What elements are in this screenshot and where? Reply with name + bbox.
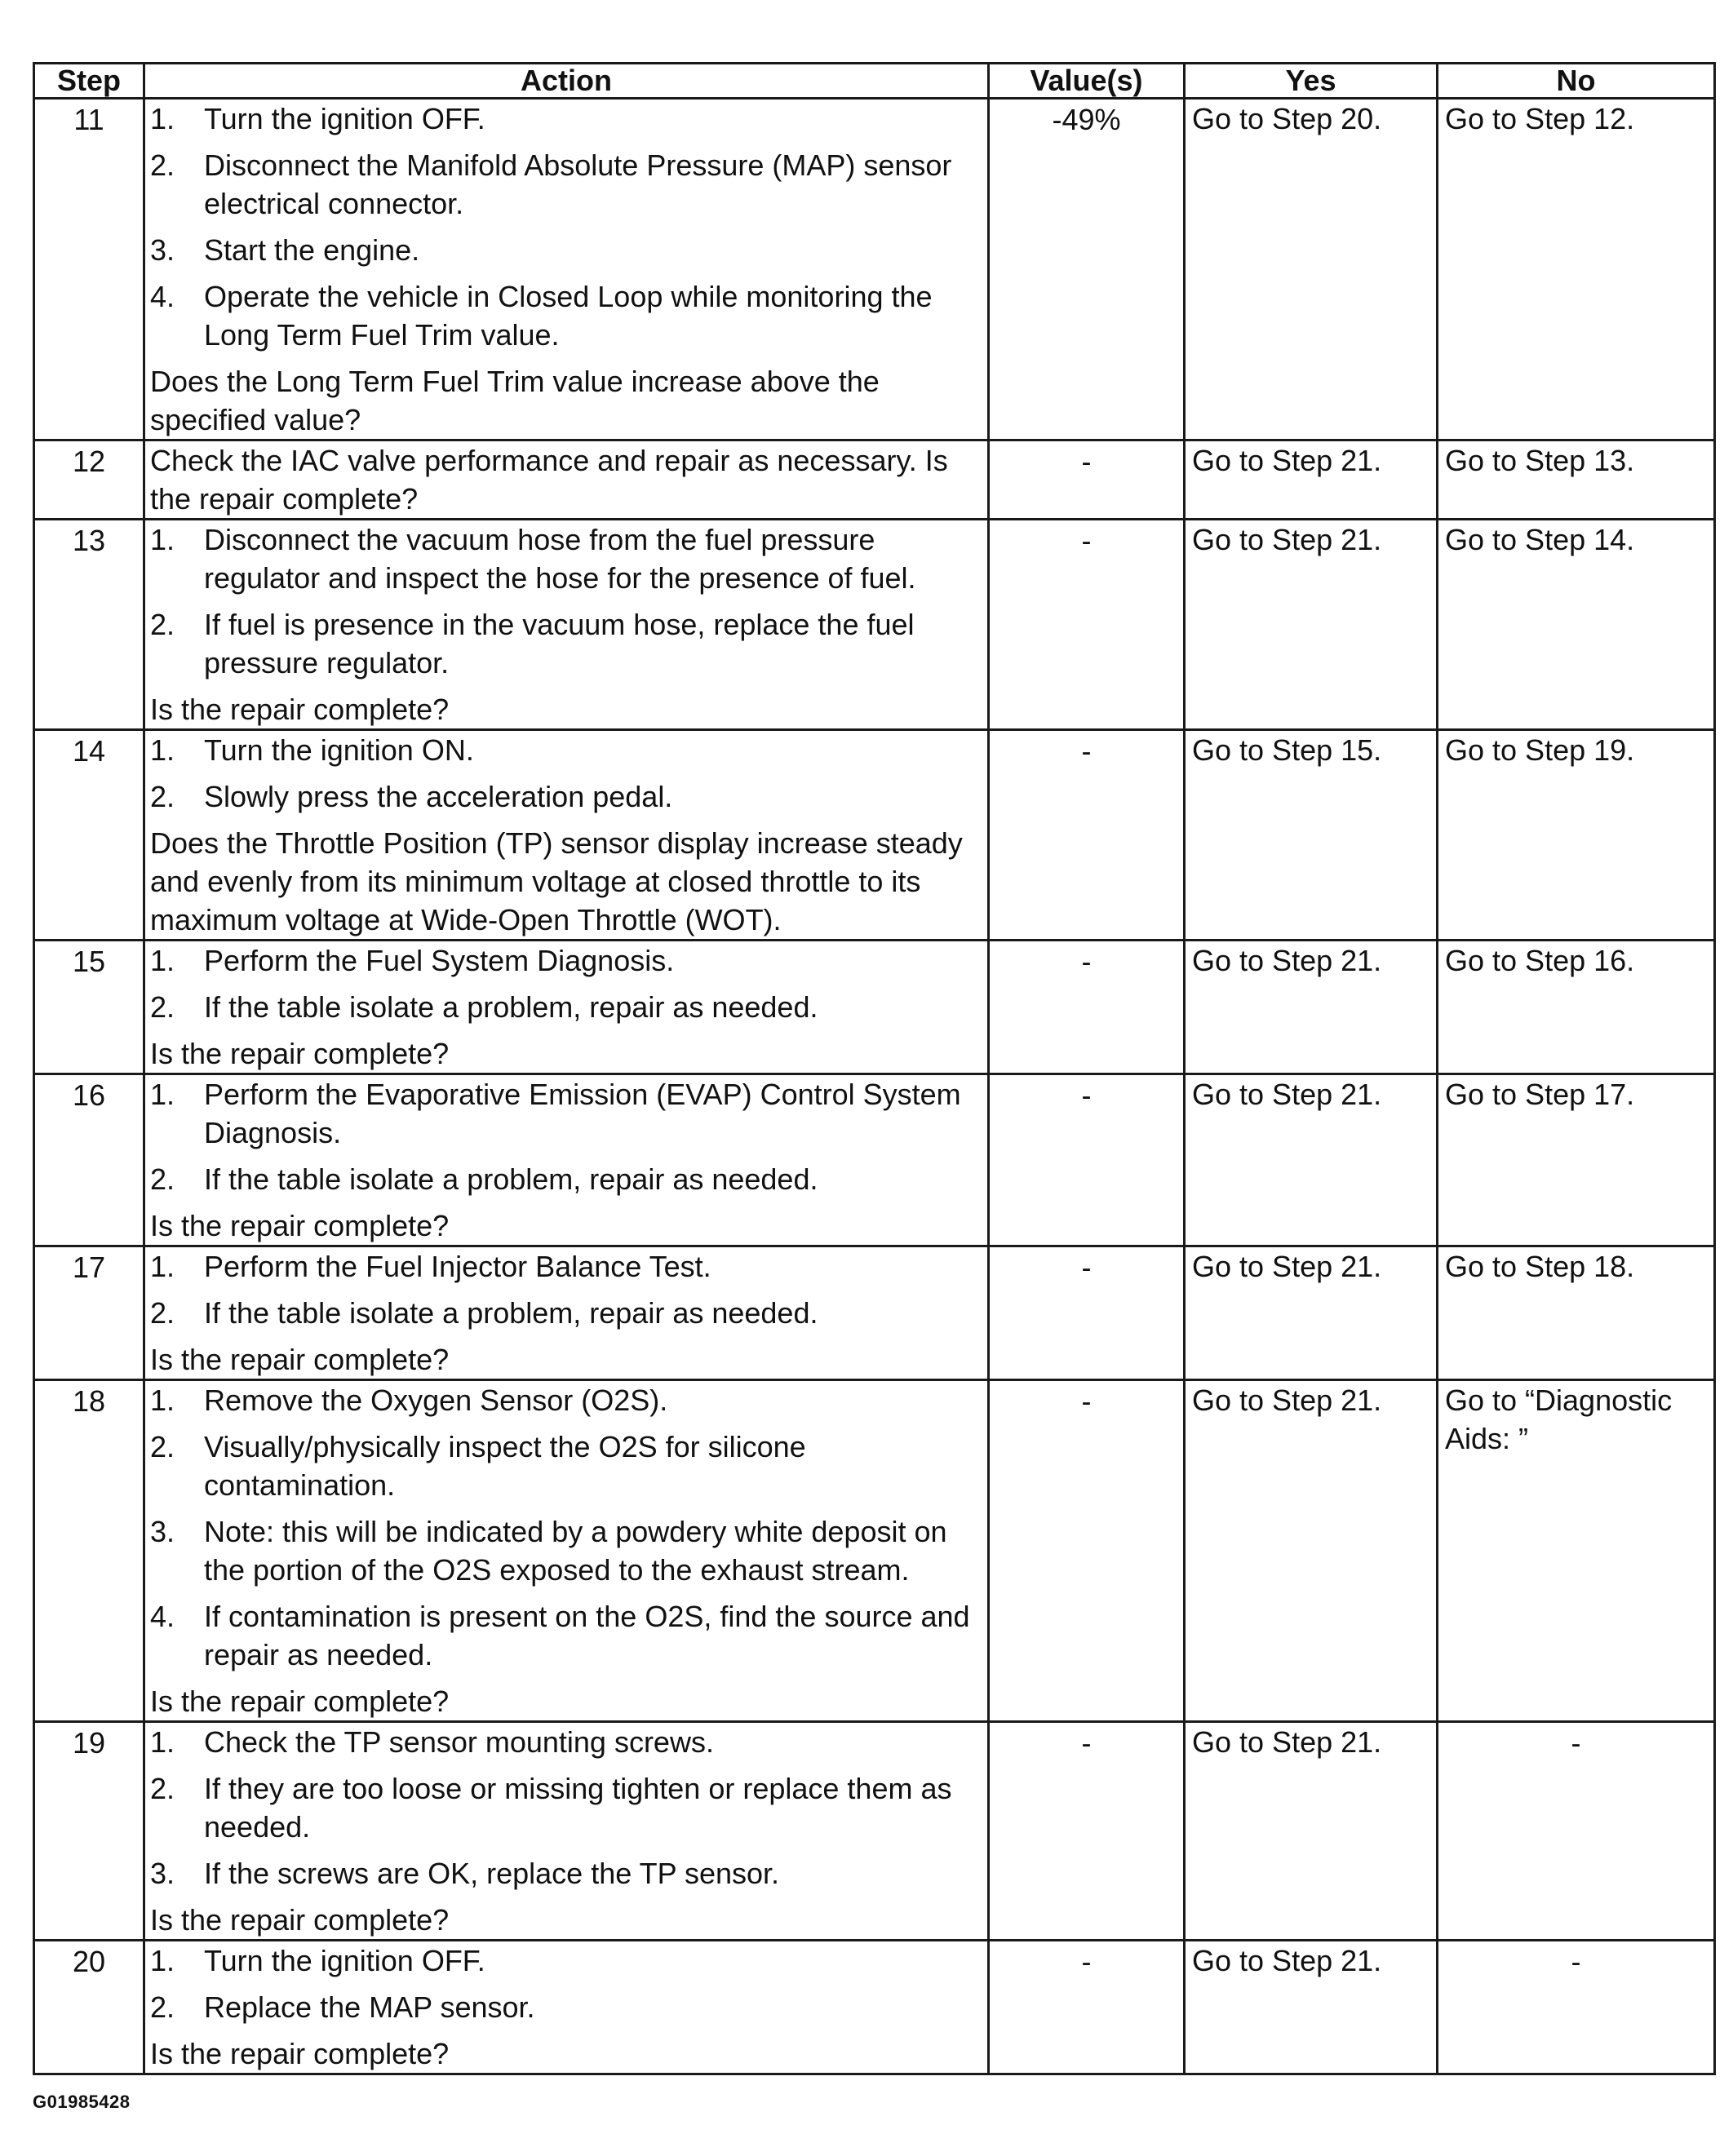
header-step: Step — [34, 64, 144, 99]
yes-cell: Go to Step 21. — [1185, 1246, 1438, 1380]
action-item-number: 2. — [150, 1296, 175, 1330]
yes-cell: Go to Step 21. — [1185, 1941, 1438, 2074]
action-item-number: 3. — [150, 1857, 175, 1890]
table-row — [34, 1246, 1715, 1380]
action-item — [150, 1247, 984, 1286]
action-item — [150, 1769, 984, 1846]
action-cell — [144, 941, 989, 1074]
action-item — [150, 1428, 984, 1504]
action-item — [150, 1294, 984, 1332]
action-item-text: Replace the MAP sensor. — [204, 1990, 535, 2024]
action-item-text: If contamination is present on the O2S, find the source and repair as needed. — [204, 1600, 970, 1671]
action-item-text: If the table isolate a problem, repair as needed. — [204, 1296, 818, 1330]
image-id-label: G01985428 — [33, 2092, 131, 2112]
value-cell: -49% — [989, 99, 1185, 440]
header-action: Action — [144, 64, 989, 99]
value-cell: - — [989, 1380, 1185, 1722]
action-item-number: 1. — [150, 944, 175, 977]
action-item-number: 1. — [150, 523, 175, 556]
action-item-number: 2. — [150, 608, 175, 641]
action-item-text: Disconnect the vacuum hose from the fuel pressure regulator and inspect the hose for the presence of fuel. — [204, 523, 916, 595]
action-cell — [144, 520, 989, 730]
table-row — [34, 520, 1715, 730]
value-cell: - — [989, 941, 1185, 1074]
action-cell — [144, 1722, 989, 1941]
action-item-text: If the table isolate a problem, repair as needed. — [204, 1162, 818, 1196]
action-item — [150, 1854, 984, 1893]
table-row — [34, 1074, 1715, 1246]
table-row — [34, 1722, 1715, 1941]
action-item-text: If they are too loose or missing tighten or replace them as needed. — [204, 1772, 952, 1844]
action-item-text: Turn the ignition OFF. — [204, 1944, 485, 1977]
action-item-number: 4. — [150, 280, 175, 313]
action-item-text: Start the engine. — [204, 233, 420, 267]
no-cell: - — [1438, 1722, 1715, 1941]
action-item — [150, 1381, 984, 1419]
action-cell — [144, 440, 989, 520]
action-item-number: 1. — [150, 102, 175, 135]
action-item — [150, 731, 984, 769]
action-question: Does the Long Term Fuel Trim value increase above the specified value? — [150, 365, 880, 436]
diagnostic-table — [33, 62, 1716, 2075]
action-item — [150, 1512, 984, 1589]
action-item-text: Slowly press the acceleration pedal. — [204, 780, 673, 813]
action-item-number: 1. — [150, 1078, 175, 1111]
no-cell: Go to Step 16. — [1438, 941, 1715, 1074]
action-item-text: Disconnect the Manifold Absolute Pressure (MAP) sensor electrical connector. — [204, 148, 952, 220]
action-item-text: Turn the ignition OFF. — [204, 102, 485, 135]
step-number: 17 — [34, 1246, 144, 1380]
action-item-text: Perform the Fuel System Diagnosis. — [204, 944, 675, 977]
action-item-text: Note: this will be indicated by a powdery white deposit on the portion of the O2S exposed to the exhaust stream. — [204, 1515, 947, 1587]
action-item-number: 1. — [150, 1725, 175, 1759]
yes-cell: Go to Step 21. — [1185, 440, 1438, 520]
action-item-number: 2. — [150, 990, 175, 1024]
action-item — [150, 1723, 984, 1761]
action-item-number: 3. — [150, 233, 175, 267]
action-question: Does the Throttle Position (TP) sensor display increase steady and evenly from its minimum voltage at closed throttle to its maximum voltage at Wide-Open Throttle (WOT). — [150, 826, 963, 936]
action-item — [150, 988, 984, 1026]
action-item — [150, 605, 984, 682]
action-cell — [144, 730, 989, 941]
table-body — [34, 99, 1715, 2074]
table-row — [34, 99, 1715, 440]
action-item — [150, 1160, 984, 1198]
action-item-text: If fuel is presence in the vacuum hose, replace the fuel pressure regulator. — [204, 608, 915, 680]
step-number: 12 — [34, 440, 144, 520]
header-no: No — [1438, 64, 1715, 99]
no-cell: Go to Step 13. — [1438, 440, 1715, 520]
action-question: Is the repair complete? — [150, 1903, 450, 1937]
action-item — [150, 1988, 984, 2026]
step-number: 16 — [34, 1074, 144, 1246]
action-cell — [144, 1380, 989, 1722]
action-question: Is the repair complete? — [150, 2037, 450, 2070]
action-item-text: Remove the Oxygen Sensor (O2S). — [204, 1383, 668, 1417]
yes-cell: Go to Step 21. — [1185, 1380, 1438, 1722]
step-number: 18 — [34, 1380, 144, 1722]
action-question: Is the repair complete? — [150, 693, 450, 726]
no-cell: Go to Step 19. — [1438, 730, 1715, 941]
no-cell: Go to Step 18. — [1438, 1246, 1715, 1380]
yes-cell: Go to Step 21. — [1185, 1074, 1438, 1246]
value-cell: - — [989, 520, 1185, 730]
table-row — [34, 730, 1715, 941]
action-item-text: Operate the vehicle in Closed Loop while monitoring the Long Term Fuel Trim value. — [204, 280, 933, 352]
action-cell — [144, 1074, 989, 1246]
action-item-text: Perform the Fuel Injector Balance Test. — [204, 1250, 711, 1283]
action-item-text: Perform the Evaporative Emission (EVAP) Control System Diagnosis. — [204, 1078, 961, 1149]
action-question: Is the repair complete? — [150, 1209, 450, 1242]
value-cell: - — [989, 1941, 1185, 2074]
action-item-number: 2. — [150, 1990, 175, 2024]
header-yes: Yes — [1185, 64, 1438, 99]
step-number: 19 — [34, 1722, 144, 1941]
action-cell — [144, 99, 989, 440]
action-item — [150, 1597, 984, 1674]
action-item — [150, 100, 984, 138]
no-cell: Go to “Diagnostic Aids: ” — [1438, 1380, 1715, 1722]
action-item-text: If the table isolate a problem, repair as needed. — [204, 990, 818, 1024]
no-cell: Go to Step 14. — [1438, 520, 1715, 730]
action-item — [150, 146, 984, 223]
step-number: 20 — [34, 1941, 144, 2074]
step-number: 14 — [34, 730, 144, 941]
table-row — [34, 941, 1715, 1074]
action-item-number: 1. — [150, 733, 175, 767]
yes-cell: Go to Step 21. — [1185, 520, 1438, 730]
action-item-number: 2. — [150, 780, 175, 813]
action-item — [150, 1941, 984, 1980]
no-cell: - — [1438, 1941, 1715, 2074]
action-item — [150, 777, 984, 816]
value-cell: - — [989, 1074, 1185, 1246]
action-item-number: 1. — [150, 1383, 175, 1417]
action-item-text: Visually/physically inspect the O2S for silicone contamination. — [204, 1430, 806, 1502]
action-item-number: 4. — [150, 1600, 175, 1633]
action-question: Is the repair complete? — [150, 1343, 450, 1376]
action-item-number: 2. — [150, 1772, 175, 1805]
action-item — [150, 520, 984, 597]
action-question: Is the repair complete? — [150, 1037, 450, 1070]
no-cell: Go to Step 17. — [1438, 1074, 1715, 1246]
step-number: 15 — [34, 941, 144, 1074]
header-values: Value(s) — [989, 64, 1185, 99]
yes-cell: Go to Step 20. — [1185, 99, 1438, 440]
action-item-number: 2. — [150, 148, 175, 182]
action-item — [150, 1075, 984, 1152]
value-cell: - — [989, 1246, 1185, 1380]
action-cell — [144, 1246, 989, 1380]
action-item — [150, 941, 984, 980]
yes-cell: Go to Step 15. — [1185, 730, 1438, 941]
action-item — [150, 231, 984, 269]
value-cell: - — [989, 440, 1185, 520]
value-cell: - — [989, 1722, 1185, 1941]
action-question: Check the IAC valve performance and repair as necessary. Is the repair complete? — [150, 444, 948, 516]
value-cell: - — [989, 730, 1185, 941]
table-row — [34, 1941, 1715, 2074]
table-row — [34, 440, 1715, 520]
action-item-number: 3. — [150, 1515, 175, 1548]
action-cell — [144, 1941, 989, 2074]
no-cell: Go to Step 12. — [1438, 99, 1715, 440]
yes-cell: Go to Step 21. — [1185, 941, 1438, 1074]
step-number: 11 — [34, 99, 144, 440]
table-row — [34, 1380, 1715, 1722]
action-item-number: 2. — [150, 1162, 175, 1196]
table-header-row — [34, 64, 1715, 99]
action-item-text: Check the TP sensor mounting screws. — [204, 1725, 714, 1759]
action-item — [150, 277, 984, 354]
yes-cell: Go to Step 21. — [1185, 1722, 1438, 1941]
action-item-number: 2. — [150, 1430, 175, 1463]
action-item-text: Turn the ignition ON. — [204, 733, 474, 767]
action-item-text: If the screws are OK, replace the TP sensor. — [204, 1857, 780, 1890]
action-item-number: 1. — [150, 1944, 175, 1977]
step-number: 13 — [34, 520, 144, 730]
action-question: Is the repair complete? — [150, 1685, 450, 1718]
action-item-number: 1. — [150, 1250, 175, 1283]
